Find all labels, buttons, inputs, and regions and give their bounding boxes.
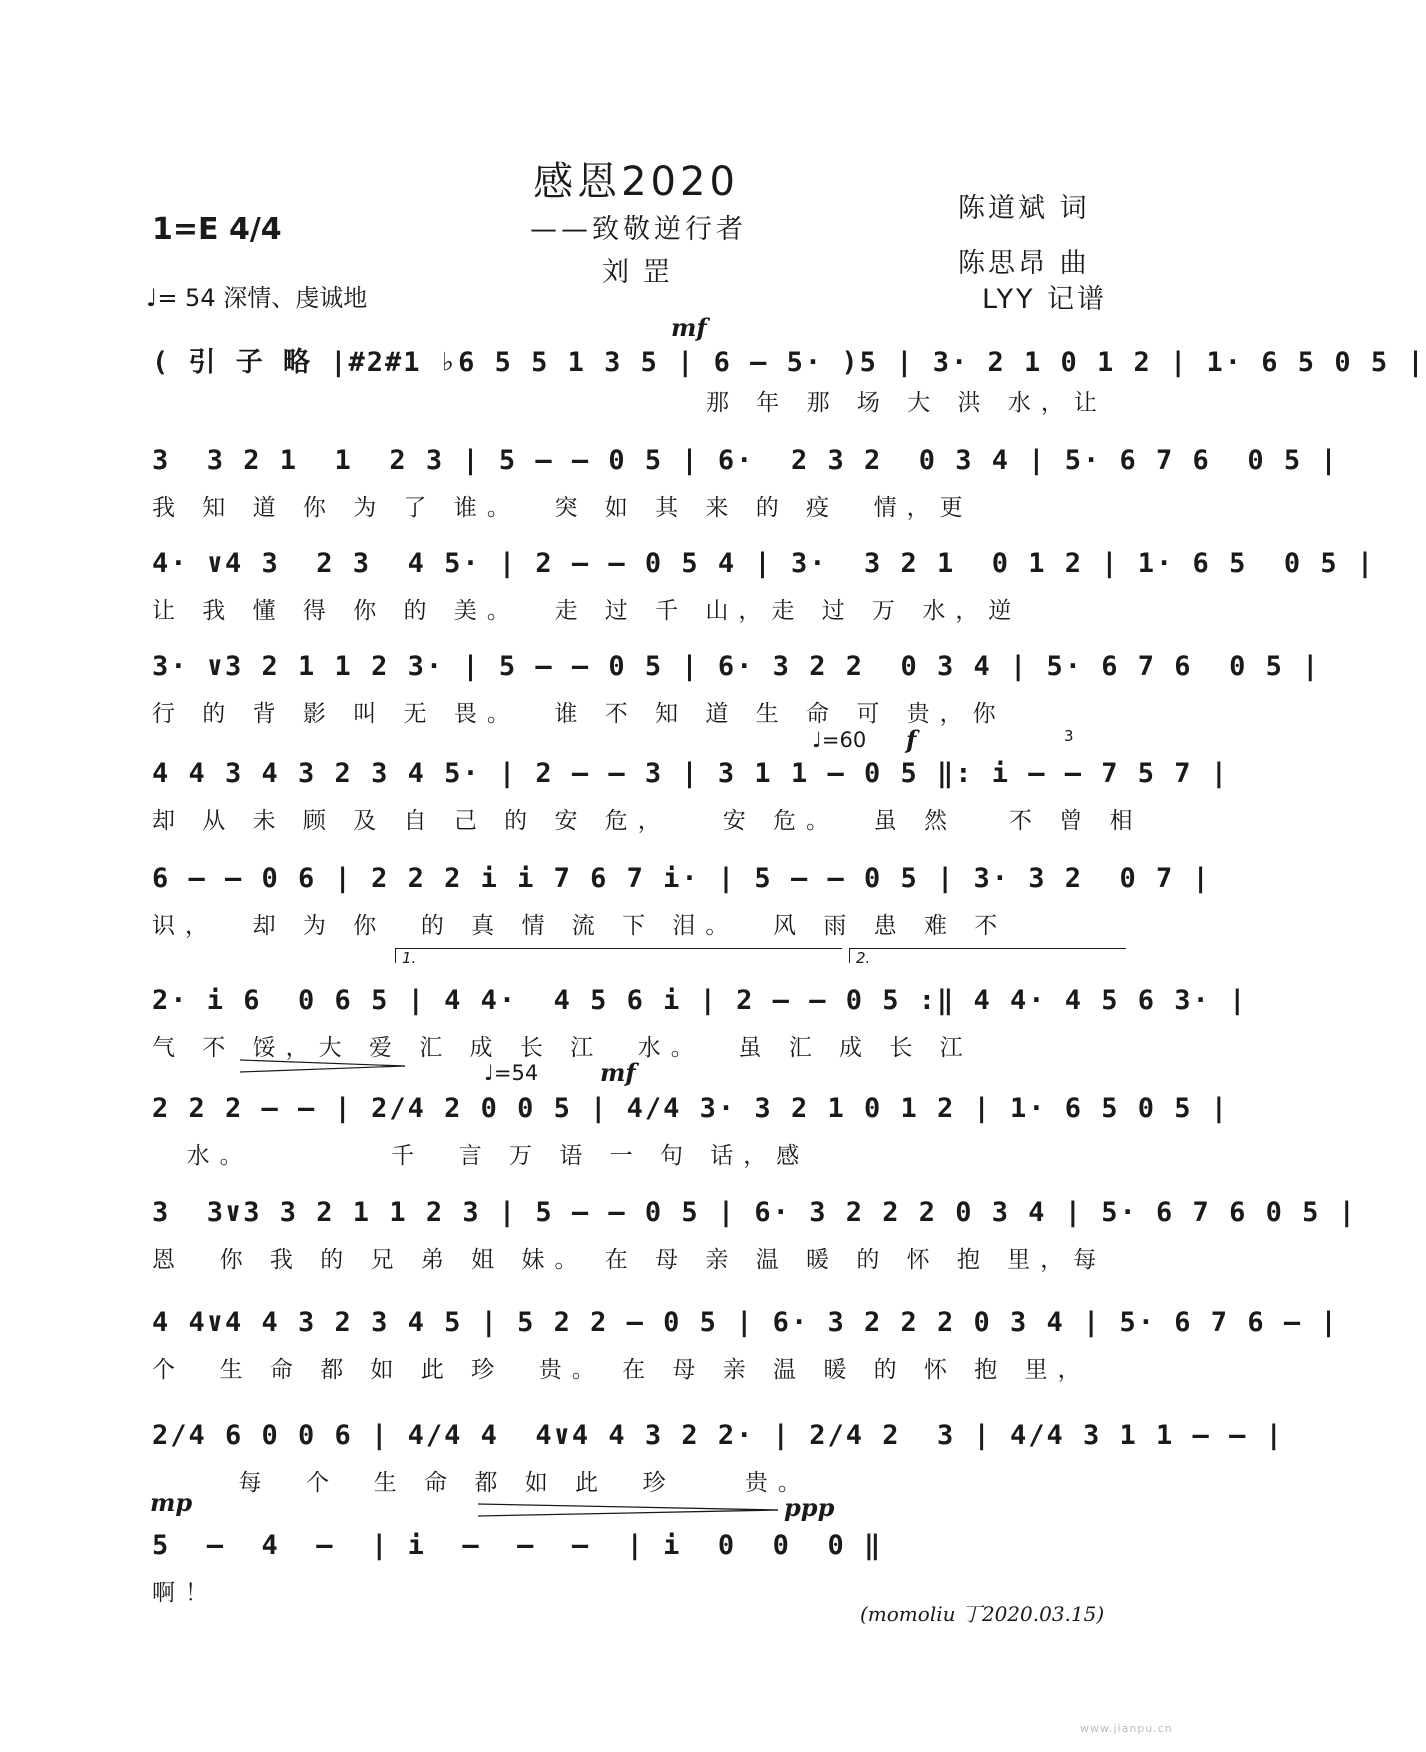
watermark: www.jianpu.cn: [1080, 1722, 1173, 1735]
triplet-mark: 3: [1064, 727, 1074, 745]
score-line-9: [152, 1197, 1357, 1301]
lyrics-row: 个 生 命 都 如 此 珍 贵。 在 母 亲 温 暖 的 怀 抱 里，: [152, 1357, 1091, 1383]
notation-row: 4 4 3 4 3 2 3 4 5· | 2 – – 3 | 3 1 1 – 0 5 ‖: i – – 7 5 7 |: [152, 758, 1230, 789]
lyrics-row: 那 年 那 场 大 洪 水，让: [152, 390, 1107, 416]
notation-row: 3 3∨3 3 2 1 1 2 3 | 5 – – 0 5 | 6· 3 2 2 2 0 3 4 | 5· 6 7 6 0 5 |: [152, 1197, 1357, 1228]
lyrics-row: 我 知 道 你 为 了 谁。 突 如 其 来 的 疫 情，更: [152, 495, 973, 521]
lyricist-credit: 陈道斌 词: [958, 193, 1090, 224]
notation-row: 2· i 6 0 6 5 | 4 4· 4 5 6 i | 2 – – 0 5 :‖ 4 4· 4 5 6 3· |: [152, 985, 1248, 1016]
tempo-54-mark: ♩=54: [484, 1061, 539, 1085]
score-line-6: [152, 863, 1211, 967]
notation-row: 2/4 6 0 0 6 | 4/4 4 4∨4 4 3 2 2· | 2/4 2 3 | 4/4 3 1 1 – – |: [152, 1420, 1284, 1451]
composer-credit: 陈思昂 曲: [958, 248, 1090, 279]
score-line-4: [152, 651, 1321, 755]
transcriber-credit: LYY 记谱: [982, 284, 1108, 315]
notation-row: 4· ∨4 3 2 3 4 5· | 2 – – 0 5 4 | 3· 3 2 1 0 1 2 | 1· 6 5 0 5 |: [152, 548, 1376, 579]
volta-first-ending: 1.: [395, 948, 842, 963]
notation-row: 4 4∨4 4 3 2 3 4 5 | 5 2 2 – 0 5 | 6· 3 2 2 2 0 3 4 | 5· 6 7 6 – |: [152, 1307, 1339, 1338]
lyrics-row: 行 的 背 影 叫 无 畏。 谁 不 知 道 生 命 可 贵，你: [152, 701, 1006, 727]
notation-row: 5 – 4 – | i – – – | i 0 0 0 ‖: [152, 1530, 883, 1561]
notation-row: 6 – – 0 6 | 2 2 2 i i 7 6 7 i· | 5 – – 0 5 | 3· 3 2 0 7 |: [152, 863, 1211, 894]
subtitle: ——致敬逆行者: [530, 214, 747, 245]
performer: 刘罡: [602, 257, 684, 288]
score-line-10: [152, 1307, 1339, 1411]
dynamic-mf-2: mf: [600, 1058, 636, 1087]
dynamic-ppp: ppp: [784, 1493, 835, 1522]
dynamic-mp: mp: [150, 1488, 193, 1517]
volta-second-ending: 2.: [849, 948, 1126, 963]
lyrics-row: 让 我 懂 得 你 的 美。 走 过 千 山，走 过 万 水，逆: [152, 598, 1022, 624]
lyrics-row: 却 从 未 顾 及 自 己 的 安 危， 安 危。 虽 然 不 曾 相: [152, 808, 1143, 834]
tempo-60-mark: ♩=60: [812, 728, 867, 752]
lyrics-row: 啊！: [152, 1580, 218, 1606]
dynamic-f: f: [906, 725, 917, 754]
dynamic-mf-1: mf: [671, 313, 707, 342]
lyrics-row: 水。 千 言 万 语 一 句 话，感: [152, 1143, 810, 1169]
lyrics-row: 每 个 生 命 都 如 此 珍 贵。: [152, 1470, 811, 1496]
transcription-signature: (momoliu 丁2020.03.15): [860, 1602, 1105, 1626]
lyrics-row: 识， 却 为 你 的 真 情 流 下 泪。 风 雨 患 难 不: [152, 913, 1008, 939]
tempo-marking: ♩= 54 深情、虔诚地: [146, 284, 368, 312]
notation-row: 3 3 2 1 1 2 3 | 5 – – 0 5 | 6· 2 3 2 0 3 4 | 5· 6 7 6 0 5 |: [152, 445, 1339, 476]
notation-row: ( 引 子 略 |#2#1 ♭6 5 5 1 3 5 | 6 – 5· )5 | 3· 2 1 0 1 2 | 1· 6 5 0 5 |: [152, 347, 1426, 378]
lyrics-row: 气 不 馁，大 爱 汇 成 长 江 水。 虽 汇 成 长 江: [152, 1035, 973, 1061]
score-line-7: [152, 985, 1248, 1089]
score-line-5: [152, 758, 1230, 862]
notation-row: 3· ∨3 2 1 1 2 3· | 5 – – 0 5 | 6· 3 2 2 0 3 4 | 5· 6 7 6 0 5 |: [152, 651, 1321, 682]
score-line-11: [152, 1420, 1284, 1524]
key-signature: 1=E 4/4: [152, 212, 282, 247]
page-title: 感恩2020: [533, 159, 739, 205]
lyrics-row: 恩 你 我 的 兄 弟 姐 妹。 在 母 亲 温 暖 的 怀 抱 里，每: [152, 1247, 1107, 1273]
score-line-3: [152, 548, 1376, 652]
score-line-1: [152, 340, 1426, 444]
score-line-8: [152, 1093, 1230, 1197]
score-line-2: [152, 445, 1339, 549]
notation-row: 2 2 2 – – | 2/4 2 0 0 5 | 4/4 3· 3 2 1 0 1 2 | 1· 6 5 0 5 |: [152, 1093, 1230, 1124]
